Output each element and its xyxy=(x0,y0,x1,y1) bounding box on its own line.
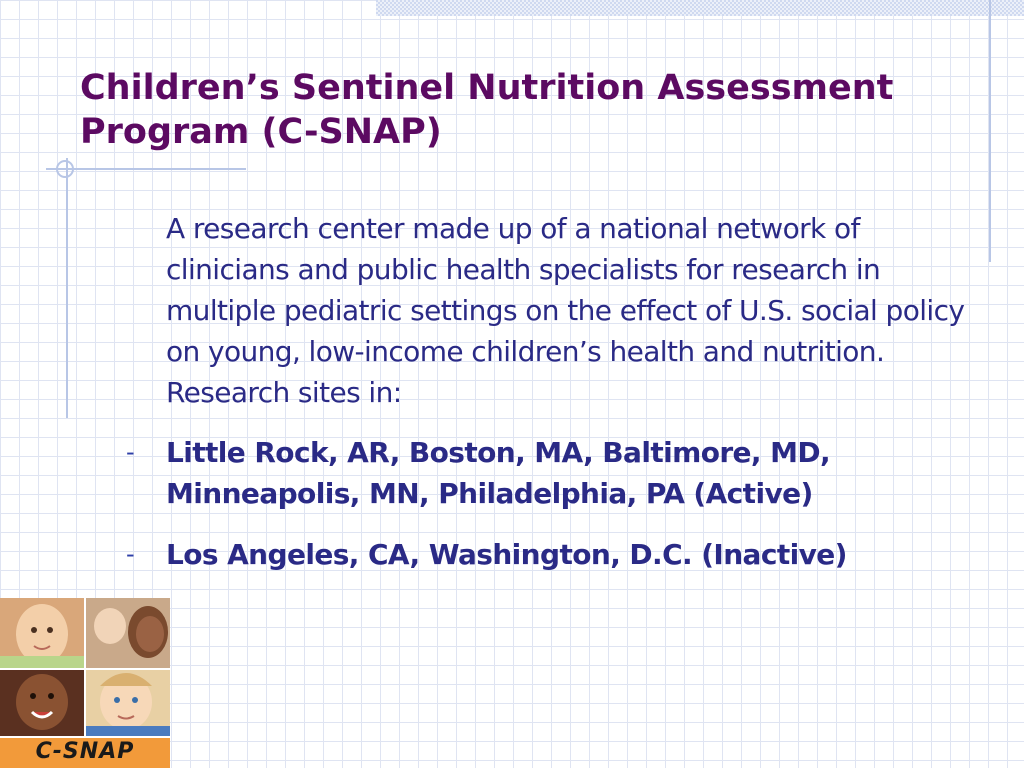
research-sites-list xyxy=(126,432,966,595)
site-text-active: Little Rock, AR, Boston, MA, Baltimore, MD, Minneapolis, MN, Philadelphia, PA (Active) xyxy=(166,436,831,510)
logo-label: C-SNAP xyxy=(35,739,135,764)
program-description: A research center made up of a national network of clinicians and public health specialists for research in multiple pediatric settings on the effect of U.S. social policy on young, low-income children’s health and nutrition. Research sites in: xyxy=(166,212,965,409)
top-decorative-band xyxy=(376,0,1024,16)
site-item-inactive xyxy=(126,534,966,575)
right-decorative-line xyxy=(989,0,991,262)
site-text-inactive: Los Angeles, CA, Washington, D.C. (Inactive) xyxy=(166,538,847,571)
title-underline-decoration xyxy=(46,168,246,170)
ring-decoration xyxy=(56,160,74,178)
csnap-logo xyxy=(0,598,170,768)
site-item-active xyxy=(126,432,966,514)
dash-bullet-icon: - xyxy=(126,438,135,466)
slide-title: Children’s Sentinel Nutrition Assessment Program (C-SNAP) xyxy=(80,68,894,152)
left-decorative-line xyxy=(66,158,68,418)
dash-bullet-icon: - xyxy=(126,540,135,568)
